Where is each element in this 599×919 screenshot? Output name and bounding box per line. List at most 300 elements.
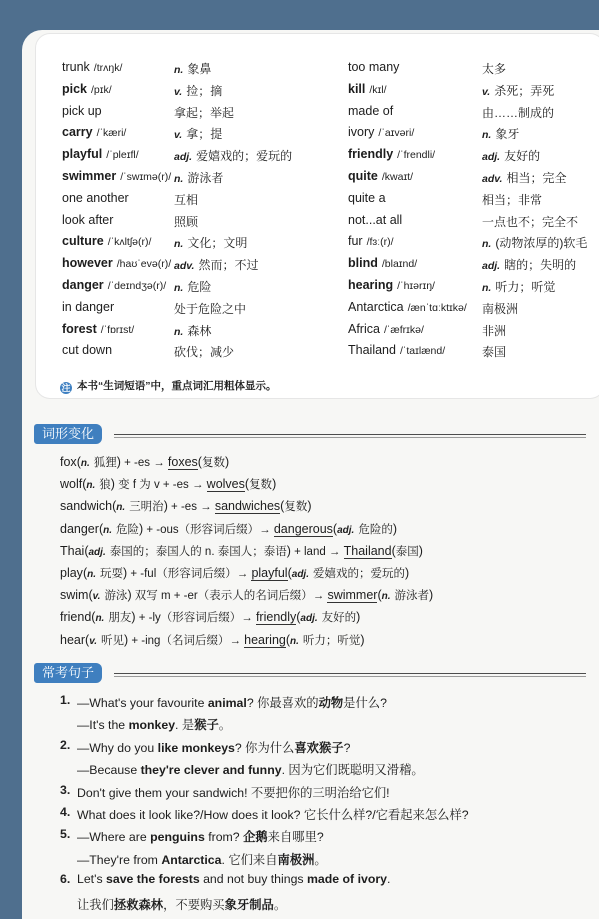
sentence-line xyxy=(60,783,590,805)
word-form-base: danger xyxy=(60,521,99,536)
word-form-pos: n. xyxy=(95,613,105,625)
word-form-pos: v. xyxy=(89,635,97,647)
vocab-meaning: 拿起；举起 xyxy=(174,105,235,120)
vocab-definition xyxy=(482,278,555,295)
word-form-gloss: 狼 xyxy=(99,479,111,492)
word-forms-list xyxy=(60,454,433,654)
vocab-definition xyxy=(174,125,222,142)
vocab-word-group xyxy=(62,234,151,248)
word-form-result-pos: adj. xyxy=(300,613,318,625)
vocab-meaning: 捡；摘 xyxy=(186,83,223,98)
sentence-line xyxy=(60,738,590,760)
vocab-word: trunk xyxy=(62,60,90,74)
vocab-word-group xyxy=(62,322,134,336)
sentence-part: like monkeys xyxy=(157,740,235,755)
word-form-gloss: 狐狸 xyxy=(93,457,117,469)
vocab-meaning: 象鼻 xyxy=(187,62,212,76)
punct: ( xyxy=(98,521,104,536)
vocab-definition xyxy=(174,82,222,99)
vocab-definition xyxy=(174,191,198,208)
sentence-line xyxy=(60,760,590,782)
vocab-pos: n. xyxy=(174,172,184,185)
sentence-part: 猴子 xyxy=(194,718,219,733)
vocab-word: quite a xyxy=(348,190,386,205)
sentence-text xyxy=(77,805,469,823)
word-form-pos: n. xyxy=(86,480,96,492)
sentence-item xyxy=(60,693,590,738)
word-form-base: play xyxy=(60,565,83,580)
vocab-pos: adv. xyxy=(482,172,503,185)
sentence-item xyxy=(60,805,590,827)
vocab-row xyxy=(62,232,342,254)
punct: ( xyxy=(280,499,285,514)
sentence-part: 是什么? xyxy=(343,696,387,710)
vocab-pos: n. xyxy=(174,238,184,251)
vocab-meaning: 由……制成的 xyxy=(482,105,555,120)
sentence-number: 6. xyxy=(60,872,71,887)
divider xyxy=(114,676,586,677)
word-form-row xyxy=(60,521,433,543)
sentence-part: 喜欢猴子 xyxy=(294,740,344,755)
sentence-line xyxy=(60,872,590,894)
vocab-word-group xyxy=(348,147,435,161)
punct: ) xyxy=(131,610,136,625)
vocab-definition xyxy=(482,343,506,360)
vocab-definition xyxy=(174,234,247,251)
word-form-result: playful xyxy=(251,565,288,580)
vocab-word-group xyxy=(348,60,399,74)
word-form-result: foxes xyxy=(167,455,198,469)
vocab-phonetic: /trʌŋk/ xyxy=(93,62,123,74)
punct: ( xyxy=(112,499,117,514)
sentence-number: 3. xyxy=(60,782,71,797)
vocab-row xyxy=(348,211,599,233)
vocab-meaning: 友好的 xyxy=(504,149,541,164)
sentence-part: 南极洲 xyxy=(277,852,315,867)
punct: ) xyxy=(418,543,423,558)
vocab-word: in danger xyxy=(62,299,115,314)
word-form-row xyxy=(60,543,433,565)
sentence-text xyxy=(77,715,231,733)
vocab-word: playful xyxy=(62,147,103,162)
vocab-word: too many xyxy=(348,60,400,74)
sentence-number: 5. xyxy=(60,827,71,842)
vocab-row xyxy=(348,254,599,276)
word-form-gloss: 朋友 xyxy=(108,612,132,625)
vocab-row xyxy=(348,232,599,254)
word-forms-header xyxy=(34,424,594,444)
punct: ) xyxy=(127,588,132,603)
vocab-definition xyxy=(482,300,518,317)
vocab-word: pick up xyxy=(62,103,102,118)
vocab-word: quite xyxy=(348,168,378,183)
vocab-meaning: 互相 xyxy=(174,192,199,207)
vocab-pos: n. xyxy=(482,238,492,251)
sentence-part: It's the xyxy=(89,718,129,733)
vocab-row xyxy=(62,298,342,320)
punct: ) xyxy=(356,610,361,625)
vocab-word-group xyxy=(62,191,129,205)
vocab-word: Thailand xyxy=(348,343,396,358)
vocabulary-left-column xyxy=(62,58,342,363)
divider xyxy=(114,673,586,674)
vocab-word-group xyxy=(62,147,139,161)
word-form-result: sandwiches xyxy=(214,499,281,514)
vocab-definition xyxy=(174,300,246,317)
vocab-word-group xyxy=(348,213,402,227)
vocab-definition xyxy=(482,147,540,164)
word-form-result: friendly xyxy=(255,610,297,625)
vocabulary-note xyxy=(60,378,277,394)
punct: ( xyxy=(244,477,250,492)
vocab-row xyxy=(62,58,342,80)
sentence-part: Let's xyxy=(77,872,107,887)
sentence-part: . 它们来自 xyxy=(221,852,278,867)
vocab-row xyxy=(62,211,342,233)
vocab-phonetic: /pɪk/ xyxy=(91,83,112,96)
sentences-header xyxy=(34,663,594,683)
word-form-result-gloss: 听力；听觉 xyxy=(302,634,361,647)
word-form-base: sandwich xyxy=(60,499,113,514)
vocab-meaning: 拿；提 xyxy=(186,127,223,142)
sentence-part: 。 xyxy=(314,852,327,867)
sentence-part: and not buy things xyxy=(199,872,307,887)
sentence-line xyxy=(60,715,590,737)
vocab-pos: n. xyxy=(482,129,492,142)
vocab-phonetic: /ˈæfrɪkə/ xyxy=(383,323,424,336)
word-form-gloss: 泰国的；泰国人的 n. 泰国人；泰语 xyxy=(109,545,287,558)
vocab-word-group xyxy=(348,300,467,314)
vocab-row xyxy=(348,80,599,102)
vocab-word: look after xyxy=(62,212,114,227)
sentence-text xyxy=(77,850,327,868)
sentence-part: save the forests xyxy=(106,872,200,887)
word-form-row xyxy=(60,565,433,587)
punct: ) xyxy=(392,521,397,536)
punct: ( xyxy=(287,565,292,580)
vocab-pos: adj. xyxy=(482,151,501,164)
vocab-definition xyxy=(174,343,234,360)
vocab-pos: n. xyxy=(174,281,184,294)
word-form-result-gloss: 危险的 xyxy=(358,523,393,536)
punct: ) xyxy=(224,455,230,469)
note-icon: 注 xyxy=(61,383,71,393)
sentence-text xyxy=(77,783,390,801)
vocab-definition xyxy=(482,256,576,273)
vocab-meaning: 南极洲 xyxy=(482,301,519,316)
sentence-text xyxy=(77,760,424,778)
vocab-word-group xyxy=(348,234,394,248)
vocab-meaning: 游泳者 xyxy=(187,170,224,185)
sentence-part: They're from xyxy=(89,852,162,867)
word-form-gloss: 危险 xyxy=(116,523,139,536)
punct: ) xyxy=(272,477,277,492)
vocab-word-group xyxy=(348,256,417,270)
word-form-rule: 变 f 为 v + -es → xyxy=(114,479,207,492)
vocab-phonetic: /kɪl/ xyxy=(369,83,387,96)
punct: ( xyxy=(82,477,87,492)
vocab-pos: v. xyxy=(482,85,491,98)
sentence-part: . xyxy=(386,872,391,887)
vocab-word-group xyxy=(62,82,112,96)
sentence-part: Don't give them your sandwich! 不要把你的三明治给它们! xyxy=(77,785,390,800)
word-form-rule: + -es → xyxy=(120,457,168,469)
vocab-row xyxy=(62,341,342,363)
vocab-word-group xyxy=(62,213,113,227)
vocab-definition xyxy=(174,169,223,186)
vocab-row xyxy=(348,189,599,211)
word-form-pos: n. xyxy=(87,568,96,580)
vocab-definition xyxy=(482,125,519,142)
vocab-word-group xyxy=(62,256,171,270)
vocab-definition xyxy=(482,191,542,208)
word-form-result-gloss: 复数 xyxy=(249,479,273,492)
vocab-meaning: 照顾 xyxy=(174,214,199,229)
word-form-result: wolves xyxy=(206,477,245,492)
sentence-part: 让我们 xyxy=(77,897,114,912)
vocab-word-group xyxy=(62,104,102,118)
sentence-dash: — xyxy=(77,830,90,845)
vocab-word: friendly xyxy=(348,147,394,162)
sentence-part: 来自哪里? xyxy=(267,830,324,845)
punct: ) xyxy=(116,455,121,469)
vocab-word: hearing xyxy=(348,277,394,292)
punct: ) xyxy=(307,499,312,514)
punct: ( xyxy=(84,543,89,558)
vocab-word: however xyxy=(62,256,113,271)
vocab-meaning: 爱嬉戏的；爱玩的 xyxy=(196,149,293,164)
vocab-row xyxy=(62,320,342,342)
vocab-definition xyxy=(482,82,554,99)
vocab-definition xyxy=(482,213,578,230)
punct: ( xyxy=(391,543,396,558)
word-form-rule: + -es → xyxy=(167,501,215,514)
word-form-pos: n. xyxy=(80,458,90,469)
punct: ) xyxy=(286,543,291,558)
vocab-definition xyxy=(174,256,258,273)
vocab-row xyxy=(348,298,599,320)
punct: ( xyxy=(82,565,88,580)
word-form-rule: + land → xyxy=(290,545,344,558)
vocab-definition xyxy=(482,322,506,339)
vocab-phonetic: /ˈpleɪfl/ xyxy=(106,149,139,162)
vocab-phonetic: /ˈkʌltʃə(r)/ xyxy=(107,236,152,249)
vocab-row xyxy=(348,58,599,80)
word-form-row xyxy=(60,609,433,631)
word-form-row xyxy=(60,587,433,609)
punct: ( xyxy=(296,610,301,625)
word-form-gloss: 玩耍 xyxy=(100,567,123,580)
punct: ) xyxy=(405,565,410,580)
sentence-dash: — xyxy=(77,852,90,867)
sentence-part: ? 你最喜欢的 xyxy=(246,696,319,710)
sentence-dash: — xyxy=(77,718,90,733)
sentence-part: Where are xyxy=(89,830,151,845)
vocab-word-group xyxy=(62,169,171,183)
word-form-result: Thailand xyxy=(343,543,392,558)
vocab-phonetic: /ˈfɒrɪst/ xyxy=(100,323,135,336)
vocab-word: danger xyxy=(62,277,104,292)
sentence-part: 拯救森林 xyxy=(113,897,164,912)
punct: ( xyxy=(285,632,291,647)
word-form-pos: adj. xyxy=(88,546,106,558)
sentence-part: from? xyxy=(204,830,244,845)
word-form-base: friend xyxy=(60,610,92,625)
vocab-row xyxy=(348,123,599,145)
vocab-definition xyxy=(174,278,211,295)
word-form-base: hear xyxy=(60,632,86,647)
punct: ) xyxy=(360,632,365,647)
vocab-definition xyxy=(482,234,587,251)
word-form-result-gloss: 复数 xyxy=(201,457,225,469)
vocab-row xyxy=(62,80,342,102)
punct: ) xyxy=(429,588,434,603)
sentence-line xyxy=(60,827,590,849)
vocab-meaning: 瞎的；失明的 xyxy=(504,258,577,273)
vocab-phonetic: /ˈhɪərɪŋ/ xyxy=(397,279,435,292)
sentence-text xyxy=(77,872,390,886)
vocab-word: one another xyxy=(62,190,129,205)
vocab-phonetic: /ˈfrendli/ xyxy=(397,149,436,162)
sentence-part: What's your favourite xyxy=(89,696,208,710)
vocab-definition xyxy=(482,60,506,77)
vocab-word: carry xyxy=(62,125,93,140)
vocab-word: kill xyxy=(348,81,366,96)
vocab-definition xyxy=(482,104,554,121)
vocab-word-group xyxy=(348,322,424,336)
vocabulary-right-column xyxy=(348,58,599,363)
sentence-part: 象牙制品 xyxy=(224,897,274,912)
vocab-phonetic: /ænˈtɑːktɪkə/ xyxy=(407,301,467,314)
vocab-word-group xyxy=(348,169,413,183)
word-form-base: swim xyxy=(60,588,89,603)
word-form-base: Thai xyxy=(60,543,85,558)
word-form-row xyxy=(60,476,433,498)
punct: ( xyxy=(85,632,90,647)
vocab-definition xyxy=(174,147,292,164)
vocab-word: blind xyxy=(348,256,378,271)
vocab-meaning: 听力；听觉 xyxy=(495,279,556,294)
vocab-pos: n. xyxy=(482,281,492,294)
vocab-row xyxy=(62,102,342,124)
word-form-gloss: 听见 xyxy=(101,634,124,647)
vocab-meaning: 泰国 xyxy=(482,345,507,360)
sentence-part: What does it look like?/How does it look? 它长什么样?/它看起来怎么样? xyxy=(77,807,469,822)
sentence-number: 1. xyxy=(60,693,71,707)
sentence-line xyxy=(60,895,590,917)
vocab-word-group xyxy=(348,125,414,139)
vocab-meaning: 一点也不；完全不 xyxy=(482,214,579,229)
sentence-part: made of ivory xyxy=(307,872,387,887)
vocab-phonetic: /ˈaɪvəri/ xyxy=(378,127,415,140)
vocab-word-group xyxy=(348,82,387,96)
word-form-pos: v. xyxy=(92,591,101,603)
word-form-result-gloss: 友好的 xyxy=(321,612,357,625)
word-form-rule: + -ly（形容词后缀）→ xyxy=(135,612,256,625)
vocab-word-group xyxy=(348,191,386,205)
word-form-result-pos: adj. xyxy=(337,524,355,536)
vocab-row xyxy=(62,276,342,298)
vocab-phonetic: /haʊˈevə(r)/ xyxy=(116,258,172,271)
vocab-pos: adv. xyxy=(174,260,195,273)
word-form-row xyxy=(60,454,433,476)
sentence-part: . 是 xyxy=(175,718,195,733)
word-form-gloss: 三明治 xyxy=(129,501,164,514)
vocab-word-group xyxy=(62,60,122,74)
word-form-result: dangerous xyxy=(273,521,333,536)
note-text: 本书“生词短语”中，重点词汇用粗体显示。 xyxy=(77,380,277,392)
sentence-part: 。 xyxy=(273,897,287,912)
sentence-part: Why do you xyxy=(89,740,158,755)
vocab-meaning: 相当；非常 xyxy=(482,192,543,207)
vocab-phonetic: /ˈtaɪlænd/ xyxy=(399,345,446,358)
sentence-part: monkey xyxy=(128,718,176,733)
punct: ( xyxy=(88,588,93,603)
word-form-rule: + -ful（形容词后缀）→ xyxy=(127,567,252,580)
vocab-phonetic: /ˈkæri/ xyxy=(96,127,127,140)
word-form-result-gloss: 复数 xyxy=(284,501,308,514)
sentence-part: Antarctica xyxy=(161,852,222,867)
sentence-part: . 因为它们既聪明又滑稽。 xyxy=(281,763,424,778)
vocab-row xyxy=(62,189,342,211)
word-form-pos: n. xyxy=(103,524,112,536)
vocab-row xyxy=(348,341,599,363)
punct: ( xyxy=(197,455,202,469)
vocab-word: ivory xyxy=(348,125,375,140)
vocab-meaning: (动物浓厚的)软毛 xyxy=(495,236,588,251)
sentence-part: 。 xyxy=(218,718,232,733)
sentence-line xyxy=(60,805,590,827)
sentence-dash: — xyxy=(77,763,90,778)
sentence-part: ，不要购买 xyxy=(163,897,225,912)
punct: ) xyxy=(139,521,144,536)
sentence-number: 2. xyxy=(60,737,71,752)
sentence-part: 动物 xyxy=(318,696,344,710)
sentence-text xyxy=(77,738,350,756)
word-form-row xyxy=(60,632,433,654)
vocab-definition xyxy=(174,322,211,339)
punct: ( xyxy=(76,455,81,469)
vocab-row xyxy=(62,145,342,167)
sentence-number: 4. xyxy=(60,804,71,819)
vocab-word: forest xyxy=(62,321,97,336)
vocab-word-group xyxy=(62,343,112,357)
vocab-pos: adj. xyxy=(174,151,193,164)
vocab-meaning: 太多 xyxy=(482,62,507,76)
punct: ) xyxy=(163,499,168,514)
vocab-word: swimmer xyxy=(62,168,117,183)
sentence-text xyxy=(77,895,286,913)
word-form-result-pos: adj. xyxy=(291,568,309,580)
vocab-definition xyxy=(174,104,234,121)
punct: ) xyxy=(123,565,128,580)
sentence-dash: — xyxy=(77,696,90,710)
punct: ( xyxy=(91,610,96,625)
vocab-meaning: 危险 xyxy=(187,279,212,294)
sentence-line xyxy=(60,850,590,872)
sentence-text xyxy=(77,693,387,711)
punct: ) xyxy=(110,477,115,492)
sentences-list xyxy=(60,693,590,917)
vocab-row xyxy=(348,276,599,298)
vocab-word-group xyxy=(62,125,126,139)
vocab-phonetic: /blaɪnd/ xyxy=(381,258,418,271)
sentence-item xyxy=(60,738,590,783)
sentence-part: ? xyxy=(343,740,351,755)
sentence-dash: — xyxy=(77,740,90,755)
vocab-pos: n. xyxy=(174,64,184,76)
vocab-phonetic: /ˈswɪmə(r)/ xyxy=(120,170,172,183)
